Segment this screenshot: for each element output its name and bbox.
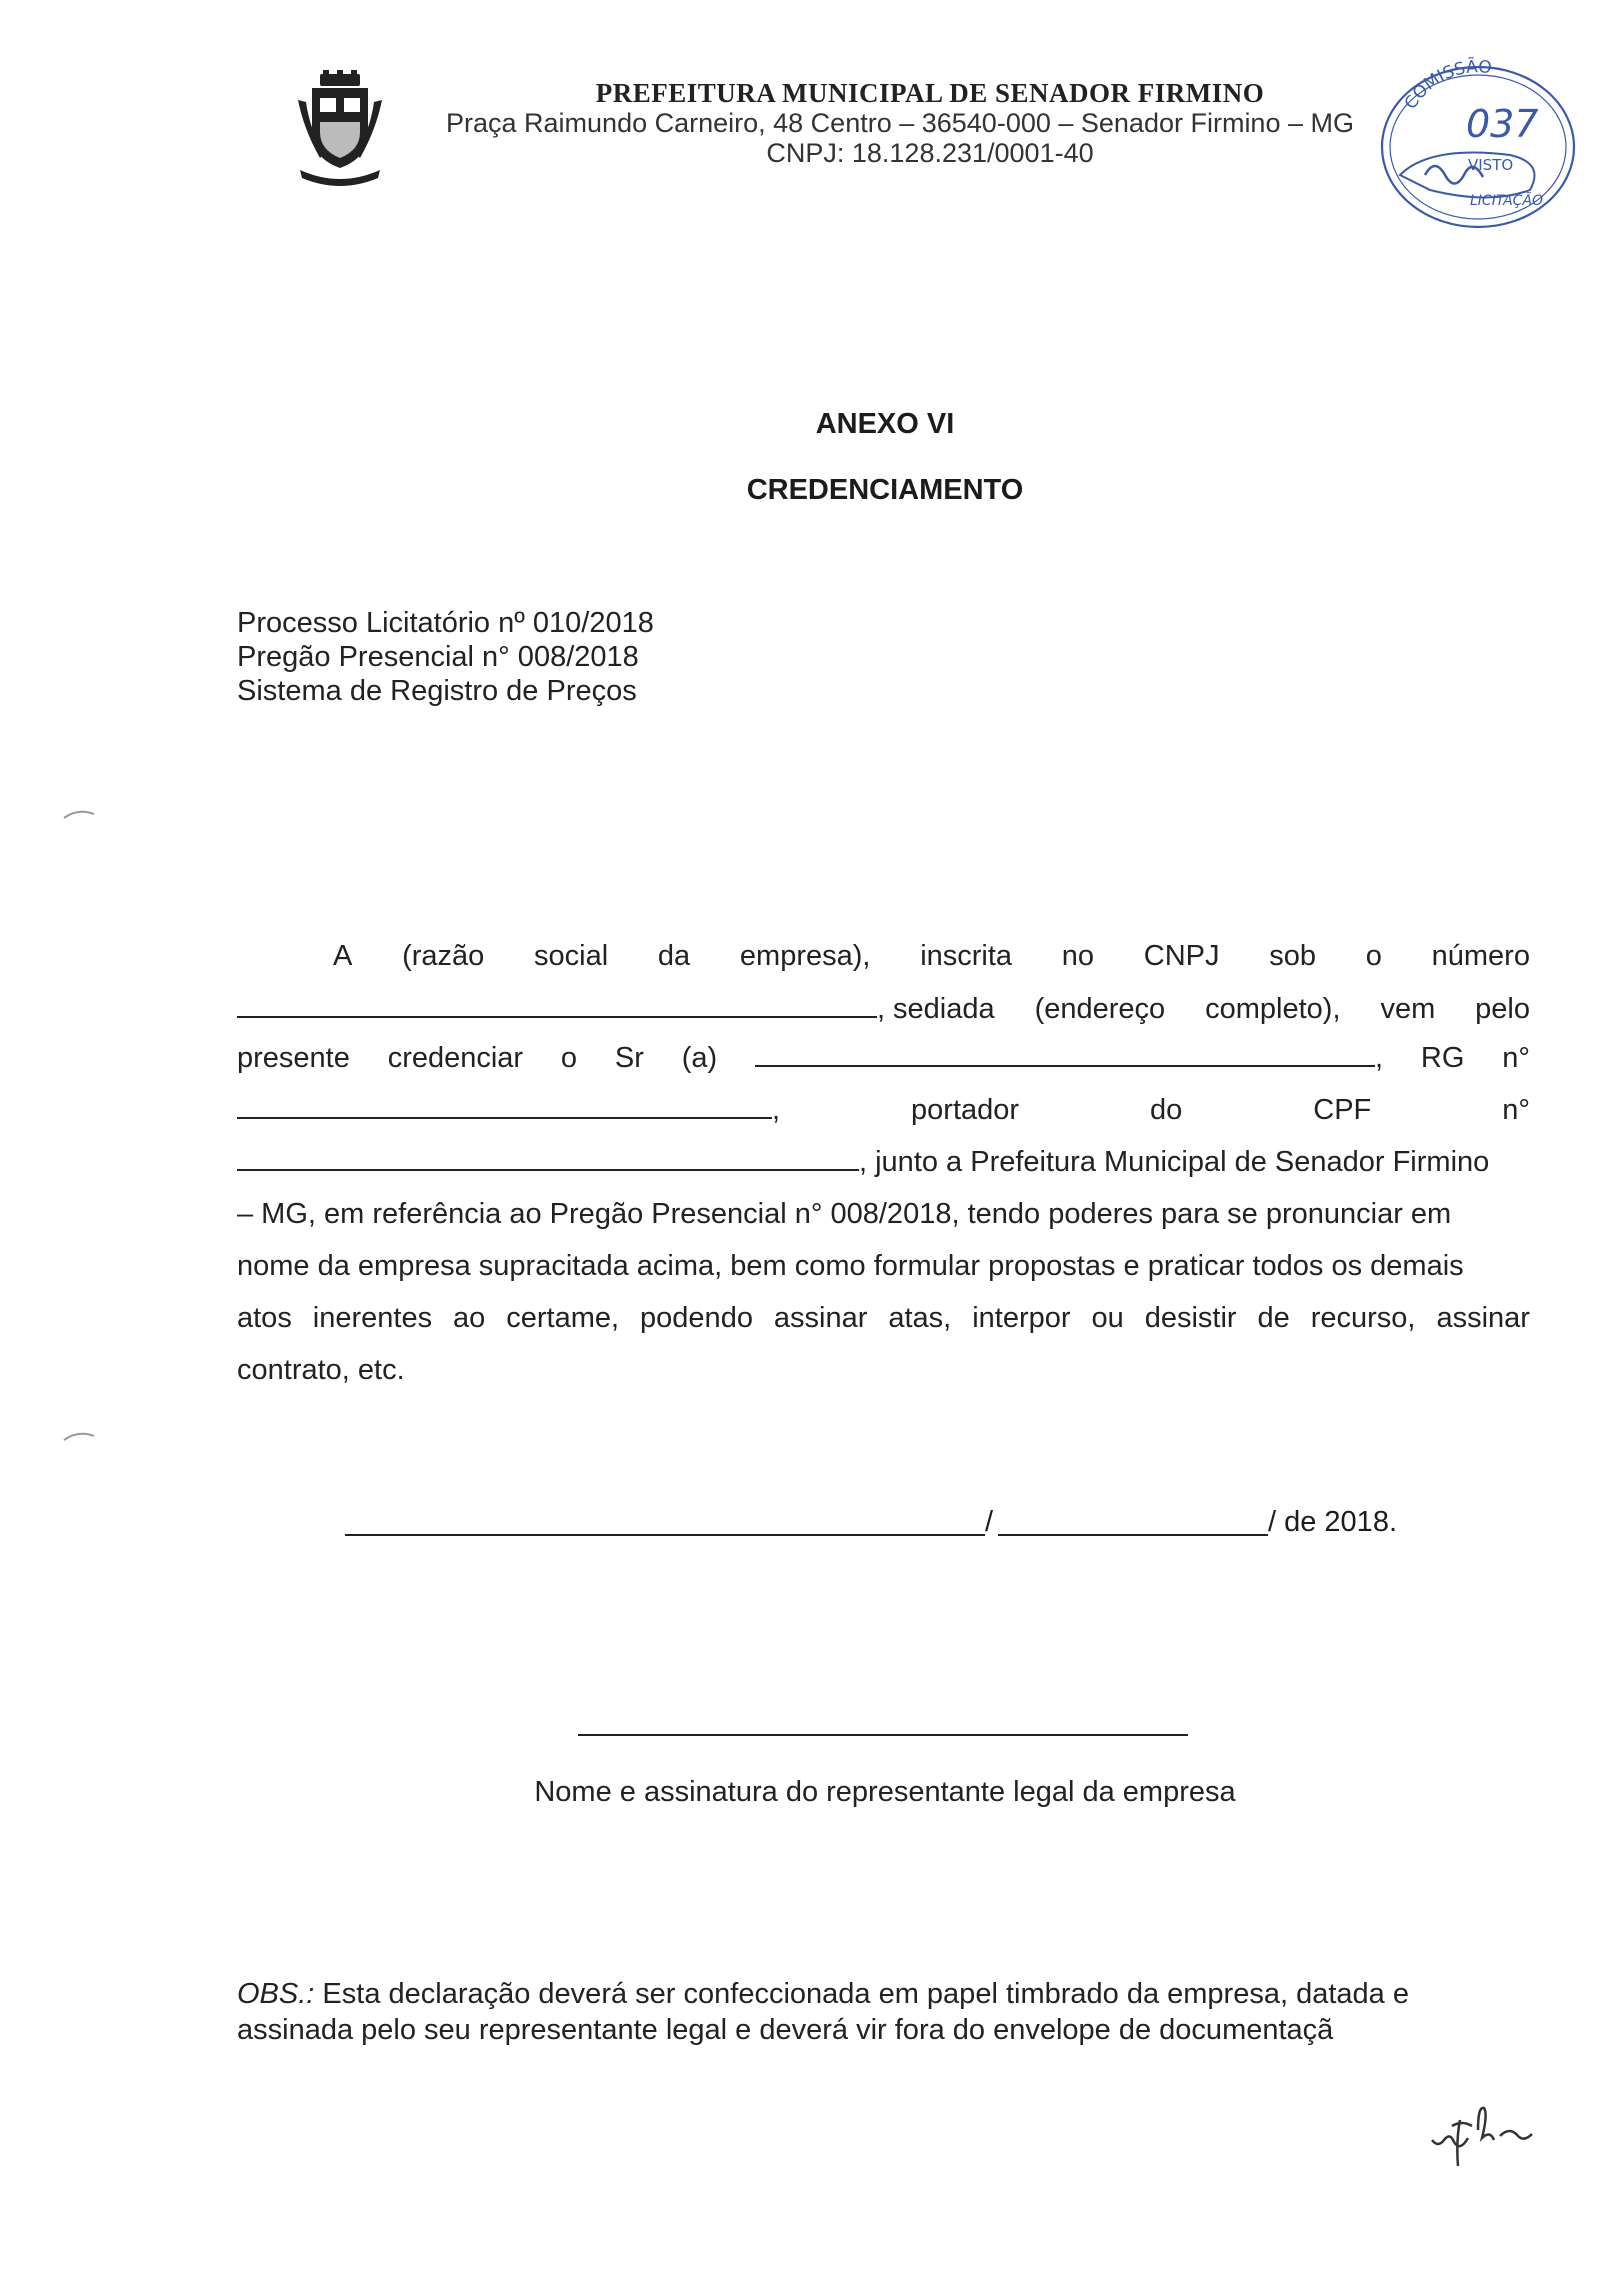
stamp-bottom-text: LICITAÇÃO [1470, 193, 1544, 209]
rg-blank [237, 1116, 772, 1119]
body-line-9: contrato, etc. [237, 1354, 405, 1386]
stamp-top-text: COMISSÃO [1400, 57, 1493, 113]
org-name: PREFEITURA MUNICIPAL DE SENADOR FIRMINO [595, 78, 1265, 108]
body-line-8: atos inerentes ao certame, podendo assinar atas, interpor ou desistir de recurso, assinar [237, 1302, 1530, 1334]
org-cnpj: CNPJ: 18.128.231/0001-40 [766, 138, 1094, 168]
body-line-7: nome da empresa supracitada acima, bem como formular propostas e praticar todos os demais [237, 1250, 1464, 1282]
body-line-3: presente credenciar o Sr (a) , RG n° [237, 1042, 1530, 1074]
day-month-blank [345, 1534, 985, 1536]
commission-stamp [1370, 55, 1580, 235]
document-title: CREDENCIAMENTO [746, 474, 1024, 506]
body-line-2: , sediada (endereço completo), vem pelo [237, 993, 1530, 1026]
punch-mark-1 [64, 812, 94, 818]
body-line-4: , portador do CPF n° [237, 1094, 1530, 1127]
month-blank [998, 1534, 1268, 1536]
pregao-number: Pregão Presencial n° 008/2018 [237, 641, 639, 673]
date-separator-1: / [985, 1506, 994, 1538]
body-line-6: – MG, em referência ao Pregão Presencial n° 008/2018, tendo poderes para se pronunciar em [237, 1198, 1452, 1230]
cnpj-blank [237, 1015, 877, 1018]
signature-label: Nome e assinatura do representante legal da empresa [534, 1776, 1236, 1808]
body-line-5: , junto a Prefeitura Municipal de Senador Firmino [237, 1146, 1530, 1179]
body-line-1: A (razão social da empresa), inscrita no CNPJ sob o número [333, 940, 1530, 972]
obs-label: OBS.: [237, 1978, 315, 2010]
process-number: Processo Licitatório nº 010/2018 [237, 607, 654, 639]
obs-line-2: assinada pelo seu representante legal e deverá vir fora do envelope de documentaçã [237, 2014, 1334, 2046]
signature-line [578, 1734, 1188, 1736]
obs-line-1: OBS.: Esta declaração deverá ser confeccionada em papel timbrado da empresa, datada e [237, 1978, 1409, 2010]
municipal-crest-icon [290, 70, 390, 190]
annex-title: ANEXO VI [815, 408, 955, 440]
stamp-number: 037 [1466, 102, 1539, 146]
date-year: / de 2018. [1268, 1506, 1397, 1538]
registry-system: Sistema de Registro de Preços [237, 675, 637, 707]
org-address: Praça Raimundo Carneiro, 48 Centro – 36540-000 – Senador Firmino – MG [446, 108, 1354, 138]
handwritten-initials [1432, 2108, 1532, 2166]
process-block [237, 606, 654, 708]
punch-mark-2 [64, 1434, 94, 1440]
cpf-blank [237, 1168, 859, 1171]
stamp-middle-text: VISTO [1468, 156, 1514, 174]
representative-name-blank [755, 1064, 1375, 1067]
